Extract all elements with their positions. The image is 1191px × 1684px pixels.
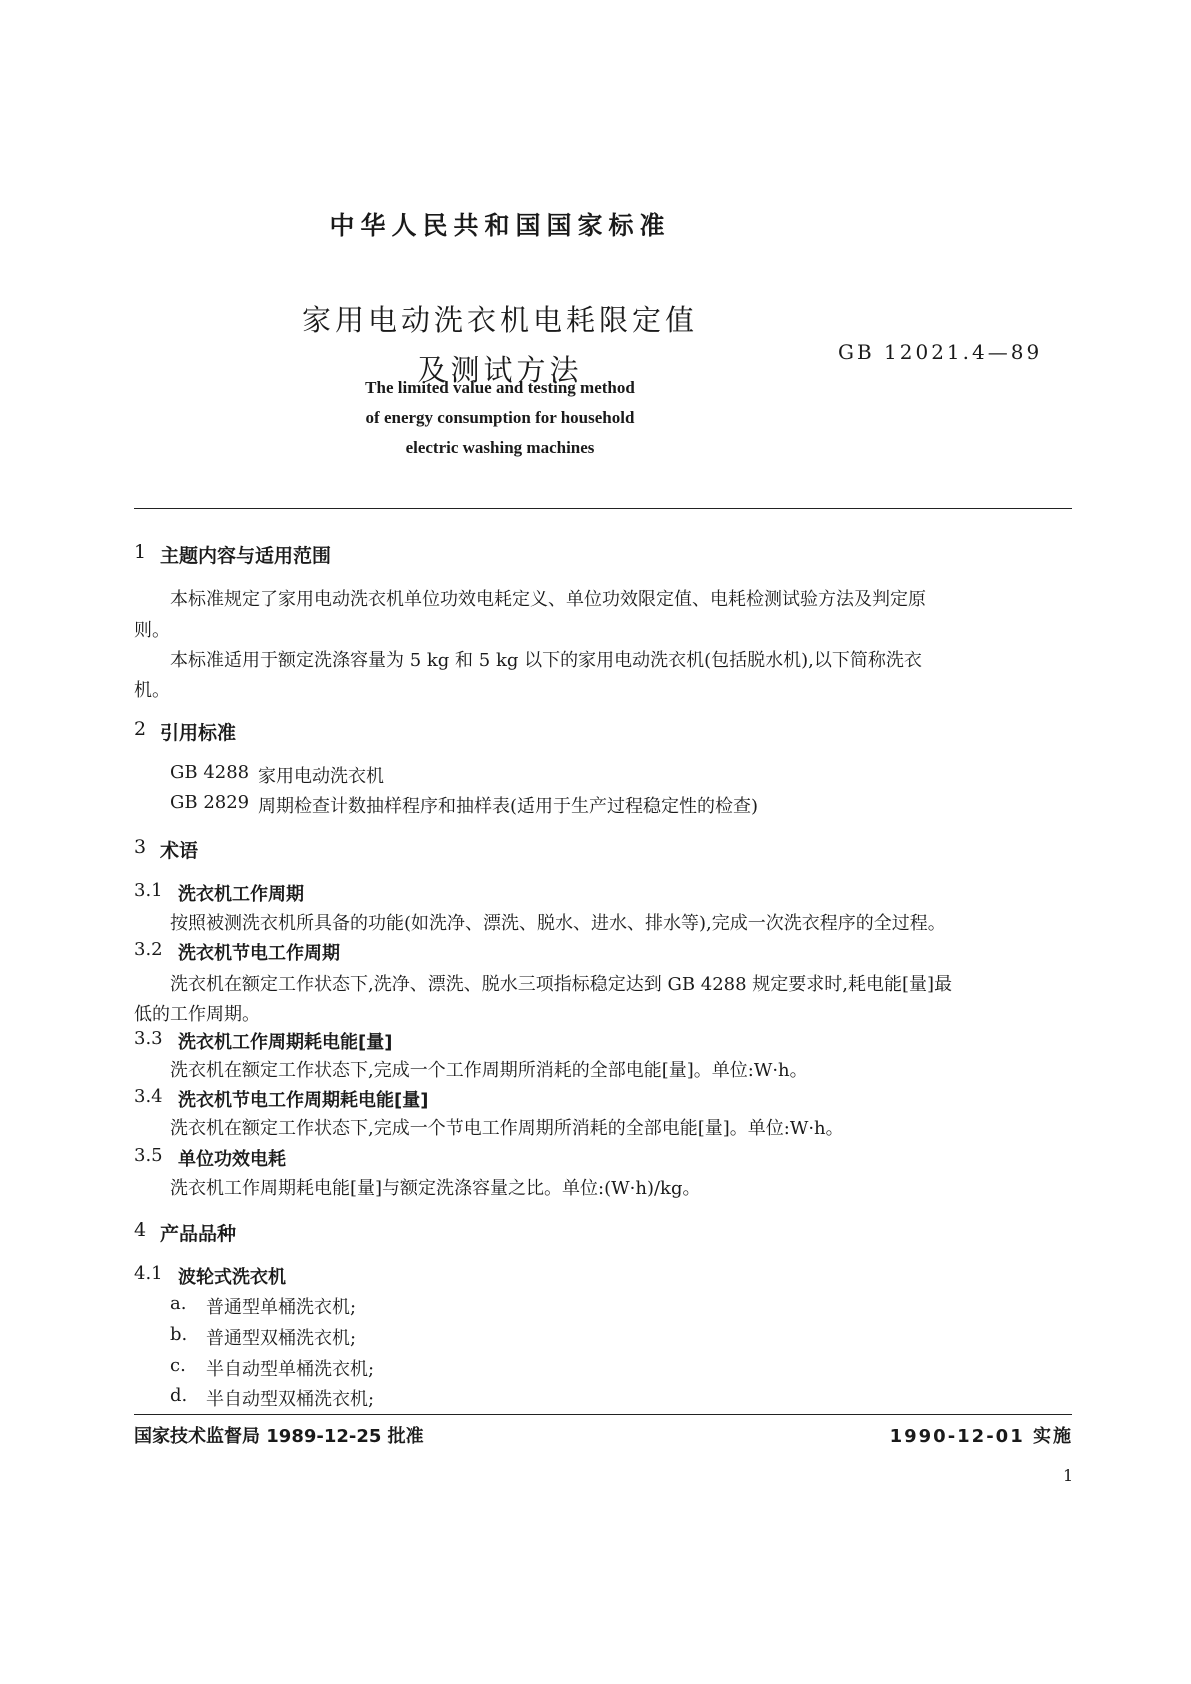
section1-paragraph1-line1: 本标准规定了家用电动洗衣机单位功效电耗定义、单位功效限定值、电耗检测试验方法及判定原 — [170, 589, 926, 610]
term-number: 3.1 — [134, 880, 163, 901]
header-rule — [134, 508, 1072, 509]
term-definition: 洗衣机在额定工作状态下,洗净、漂洗、脱水三项指标稳定达到 GB 4288 规定要求时,耗电能[量]最 — [170, 974, 953, 995]
document-title-line2: 及测试方法 — [417, 353, 583, 387]
list-item: 普通型双桶洗衣机; — [206, 1328, 357, 1349]
term-title: 单位功效电耗 — [178, 1149, 286, 1170]
term-definition: 洗衣机在额定工作状态下,完成一个节电工作周期所消耗的全部电能[量]。单位:W·h。 — [170, 1118, 844, 1139]
section1-number: 1 — [134, 541, 147, 563]
english-title-line1: The limited value and testing method — [365, 378, 635, 397]
section1-title: 主题内容与适用范围 — [160, 545, 332, 567]
list-item: 半自动型单桶洗衣机; — [206, 1359, 375, 1380]
term-definition: 按照被测洗衣机所具备的功能(如洗净、漂洗、脱水、进水、排水等),完成一次洗衣程序的全过程。 — [170, 913, 946, 934]
term-title: 洗衣机工作周期 — [178, 884, 304, 905]
document-title-line1: 家用电动洗衣机电耗限定值 — [301, 303, 698, 337]
reference-title: 周期检查计数抽样程序和抽样表(适用于生产过程稳定性的检查) — [258, 796, 759, 817]
term-definition-continued: 低的工作周期。 — [134, 1004, 260, 1025]
english-title-line2: of energy consumption for household — [365, 408, 635, 427]
section1-paragraph2-line2: 机。 — [134, 680, 170, 701]
section3-number: 3 — [134, 836, 147, 858]
term-title: 洗衣机节电工作周期 — [178, 943, 340, 964]
list-item-marker: d. — [170, 1385, 188, 1406]
list-item-marker: c. — [170, 1355, 186, 1376]
approval-line: 国家技术监督局 1989-12-25 批准 — [134, 1426, 424, 1447]
term-title: 洗衣机节电工作周期耗电能[量] — [178, 1090, 429, 1111]
list-item-marker: a. — [170, 1293, 187, 1314]
reference-code: GB 2829 — [170, 792, 250, 813]
reference-code: GB 4288 — [170, 762, 250, 783]
effective-date: 1990-12-01 实施 — [889, 1426, 1073, 1447]
list-item: 半自动型双桶洗衣机; — [206, 1389, 375, 1410]
section2-number: 2 — [134, 718, 147, 740]
list-item: 普通型单桶洗衣机; — [206, 1297, 357, 1318]
term-number: 3.2 — [134, 939, 163, 960]
section2-title: 引用标准 — [160, 722, 237, 744]
list-item-marker: b. — [170, 1324, 188, 1345]
standard-code: GB 12021.4—89 — [838, 340, 1043, 364]
country-standard-title: 中华人民共和国国家标准 — [329, 211, 671, 240]
section4-number: 4 — [134, 1219, 147, 1241]
term-number: 3.5 — [134, 1145, 163, 1166]
section1-paragraph2-line1: 本标准适用于额定洗涤容量为 5 kg 和 5 kg 以下的家用电动洗衣机(包括脱水机),以下简称洗衣 — [170, 650, 922, 671]
footer-rule — [134, 1414, 1072, 1415]
subsection-title: 波轮式洗衣机 — [178, 1267, 286, 1288]
english-title-line3: electric washing machines — [405, 438, 595, 457]
section3-title: 术语 — [160, 840, 199, 862]
reference-title: 家用电动洗衣机 — [258, 766, 384, 787]
term-definition: 洗衣机在额定工作状态下,完成一个工作周期所消耗的全部电能[量]。单位:W·h。 — [170, 1060, 808, 1081]
section4-title: 产品品种 — [160, 1223, 237, 1245]
term-number: 3.4 — [134, 1086, 163, 1107]
term-definition: 洗衣机工作周期耗电能[量]与额定洗涤容量之比。单位:(W·h)/kg。 — [170, 1178, 701, 1199]
term-title: 洗衣机工作周期耗电能[量] — [178, 1032, 393, 1053]
page-number: 1 — [1063, 1466, 1074, 1485]
subsection-number: 4.1 — [134, 1263, 163, 1284]
section1-paragraph1-line2: 则。 — [134, 620, 170, 641]
term-number: 3.3 — [134, 1028, 163, 1049]
